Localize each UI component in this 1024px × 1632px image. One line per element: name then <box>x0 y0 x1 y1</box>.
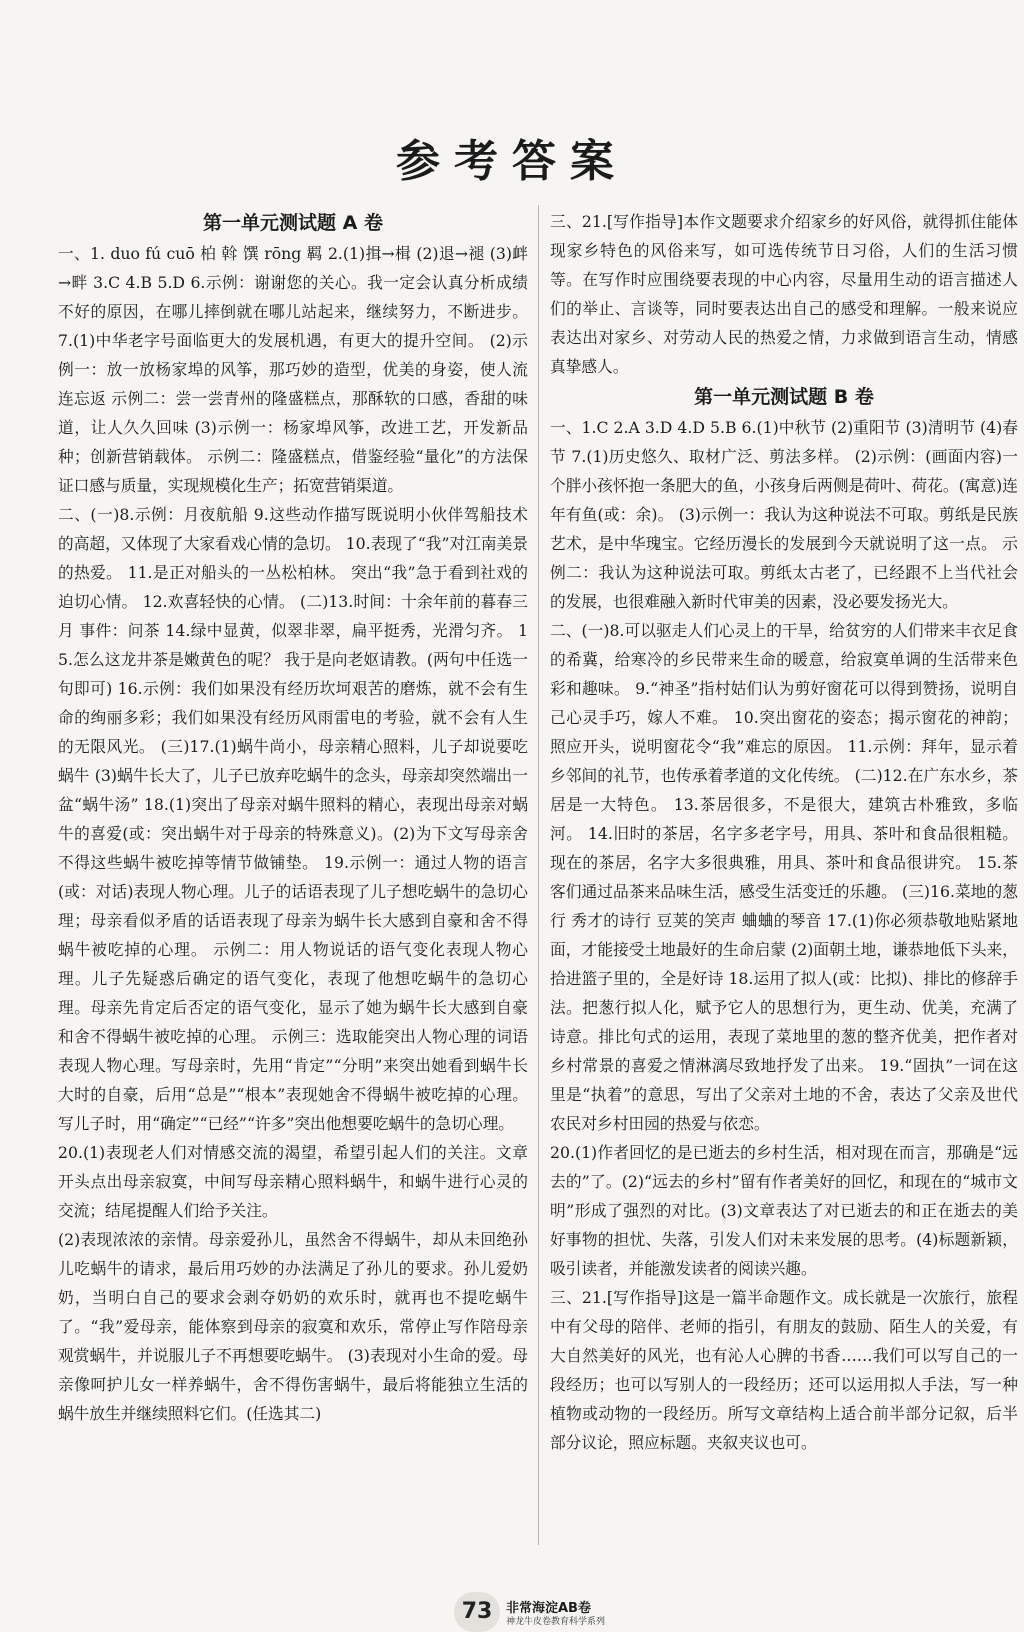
left-column <box>58 207 528 1428</box>
answer-paragraph: 二、(一)8.示例：月夜航船 9.这些动作描写既说明小伙伴驾船技术的高超，又体现了大家看戏心情的急切。 10.表现了“我”对江南美景的热爱。 11.是正对船头的一丛松柏林。 突出“我”急于看到社戏的迫切心情。 12.欢喜轻快的心情。 (二)13.时间：十余年前的暮春三月 事件：问茶 14.绿中显黄，似翠非翠，扁平挺秀，光滑匀齐。 15.怎么这龙井茶是嫩黄色的呢？ 我于是向老妪请教。(两句中任选一句即可) 16.示例：我们如果没有经历坎坷艰苦的磨炼，就不会有生命的绚丽多彩；我们如果没有经历风雨雷电的考验，就不会有人生的无限风光。 (三)17.(1)蜗牛尚小，母亲精心照料，儿子却说要吃蜗牛 (3)蜗牛长大了，儿子已放弃吃蜗牛的念头，母亲却突然端出一盆“蜗牛汤” 18.(1)突出了母亲对蜗牛照料的精心，表现出母亲对蜗牛的喜爱(或：突出蜗牛对于母亲的特殊意义)。(2)为下文写母亲舍不得这些蜗牛被吃掉等情节做铺垫。 19.示例一：通过人物的语言(或：对话)表现人物心理。儿子的话语表现了儿子想吃蜗牛的急切心理；母亲看似矛盾的话语表现了母亲为蜗牛长大感到自豪和舍不得蜗牛被吃掉的心理。 示例二：用人物说话的语气变化表现人物心理。儿子先疑惑后确定的语气变化，表现了他想吃蜗牛的急切心理。母亲先肯定后否定的语气变化，显示了她为蜗牛长大感到自豪和舍不得蜗牛被吃掉的心理。 示例三：选取能突出人物心理的词语表现人物心理。写母亲时，先用“肯定”“分明”来突出她看到蜗牛长大时的自豪，后用“总是”“根本”表现她舍不得蜗牛被吃掉的心理。写儿子时，用“确定”“已经”“许多”突出他想要吃蜗牛的急切心理。 <box>58 505 528 1133</box>
answer-paragraph: 二、(一)8.可以驱走人们心灵上的干旱，给贫穷的人们带来丰衣足食的希冀，给寒冷的乡民带来生命的暖意，给寂寞单调的生活带来色彩和趣味。 9.“神圣”指村姑们认为剪好窗花可以得到赞扬，说明自己心灵手巧，嫁人不难。 10.突出窗花的姿态；揭示窗花的神韵；照应开头，说明窗花令“我”难忘的原因。 11.示例：拜年，显示着乡邻间的礼节，也传承着孝道的文化传统。 (二)12.在广东水乡，茶居是一大特色。 13.茶居很多，不是很大，建筑古朴雅致，多临河。 14.旧时的茶居，名字多老字号，用具、茶叶和食品很粗糙。现在的茶居，名字大多很典雅，用具、茶叶和食品很讲究。 15.茶客们通过品茶来品味生活，感受生活变迁的乐趣。 (三)16.菜地的葱行 秀才的诗行 豆荚的笑声 蛐蛐的琴音 17.(1)你必须恭敬地贴紧地面，才能接受土地最好的生命启蒙 (2)面朝土地，谦恭地低下头来，拾进篮子里的，全是好诗 18.运用了拟人(或：比拟)、排比的修辞手法。把葱行拟人化，赋予它人的思想行为，更生动、优美，充满了诗意。排比句式的运用，表现了菜地里的葱的整齐优美，把作者对乡村常景的喜爱之情淋漓尽致地抒发了出来。 19.“固执”一词在这里是“执着”的意思，写出了父亲对土地的不舍，表达了父亲及世代农民对乡村田园的热爱与依恋。 <box>550 621 1018 1133</box>
answer-paragraph: 一、1. duo fú cuō 柏 斡 馔 rōng 羁 2.(1)揖→楫 (2)退→褪 (3)衅→畔 3.C 4.B 5.D 6.示例：谢谢您的关心。我一定会认真分析成绩不好的原因，在哪儿摔倒就在哪儿站起来，继续努力，不断进步。 7.(1)中华老字号面临更大的发展机遇，有更大的提升空间。 (2)示例一：放一放杨家埠的风筝，那巧妙的造型，优美的身姿，使人流连忘返 示例二：尝一尝青州的隆盛糕点，那酥软的口感，香甜的味道，让人久久回味 (3)示例一：杨家埠风筝，改进工艺，开发新品种；创新营销载体。 示例二：隆盛糕点，借鉴经验“量化”的方法保证口感与质量，实现规模化生产；拓宽营销渠道。 <box>58 244 528 495</box>
answer-paragraph: (2)表现浓浓的亲情。母亲爱孙儿，虽然舍不得蜗牛，却从未回绝孙儿吃蜗牛的请求，最后用巧妙的办法满足了孙儿的要求。孙儿爱奶奶，当明白自己的要求会剥夺奶奶的欢乐时，就再也不提吃蜗牛了。“我”爱母亲，能体察到母亲的寂寞和欢乐，常停止写作陪母亲观赏蜗牛，并说服儿子不再想要吃蜗牛。 (3)表现对小生命的爱。母亲像呵护儿女一样养蜗牛，舍不得伤害蜗牛，最后将能独立生活的蜗牛放生并继续照料它们。(任选其二) <box>58 1230 528 1423</box>
column-divider <box>538 205 539 1545</box>
book-series: 神龙牛皮卷教育科学系列 <box>506 1617 606 1627</box>
answer-paragraph: 三、21.[写作指导]这是一篇半命题作文。成长就是一次旅行，旅程中有父母的陪伴、老师的指引，有朋友的鼓励、陌生人的关爱，有大自然美好的风光，也有沁人心脾的书香……我们可以写自己的一段经历；也可以写别人的一段经历；还可以运用拟人手法，写一种植物或动物的一段经历。所写文章结构上适合前半部分记叙，后半部分议论，照应标题。夹叙夹议也可。 <box>550 1288 1018 1452</box>
answer-paragraph: 20.(1)表现老人们对情感交流的渴望，希望引起人们的关注。文章开头点出母亲寂寞，中间写母亲精心照料蜗牛，和蜗牛进行心灵的交流；结尾提醒人们给予关注。 <box>58 1143 528 1220</box>
page-title: 参考答案 <box>396 136 628 187</box>
page-number: 73 <box>454 1592 500 1632</box>
section-title-b: 第一单元测试题 B 卷 <box>694 386 874 408</box>
section-title-a: 第一单元测试题 A 卷 <box>203 212 383 234</box>
book-brand: 非常海淀AB卷 <box>506 1601 591 1616</box>
right-column <box>550 207 1018 1457</box>
answer-paragraph: 20.(1)作者回忆的是已逝去的乡村生活，相对现在而言，那确是“远去的”了。(2)“远去的乡村”留有作者美好的回忆，和现在的“城市文明”形成了强烈的对比。(3)文章表达了对已逝去的和正在逝去的美好事物的担忧、失落，引发人们对未来发展的思考。(4)标题新颖，吸引读者，并能激发读者的阅读兴趣。 <box>550 1143 1018 1278</box>
answer-paragraph: 一、1.C 2.A 3.D 4.D 5.B 6.(1)中秋节 (2)重阳节 (3)清明节 (4)春节 7.(1)历史悠久、取材广泛、剪法多样。 (2)示例：(画面内容)一个胖小孩怀抱一条肥大的鱼，小孩身后两侧是荷叶、荷花。(寓意)连年有鱼(或：余)。 (3)示例一：我认为这种说法不可取。剪纸是民族艺术，是中华瑰宝。它经历漫长的发展到今天就说明了这一点。 示例二：我认为这种说法可取。剪纸太古老了，已经跟不上当代社会的发展，也很难融入新时代审美的因素，没必要发扬光大。 <box>550 418 1018 611</box>
answer-paragraph: 三、21.[写作指导]本作文题要求介绍家乡的好风俗，就得抓住能体现家乡特色的风俗来写，如可选传统节日习俗，人们的生活习惯等。在写作时应围绕要表现的中心内容，尽量用生动的语言描述人们的举止、言谈等，同时要表达出自己的感受和理解。一般来说应表达出对家乡、对劳动人民的热爱之情，力求做到语言生动，情感真挚感人。 <box>550 212 1018 376</box>
